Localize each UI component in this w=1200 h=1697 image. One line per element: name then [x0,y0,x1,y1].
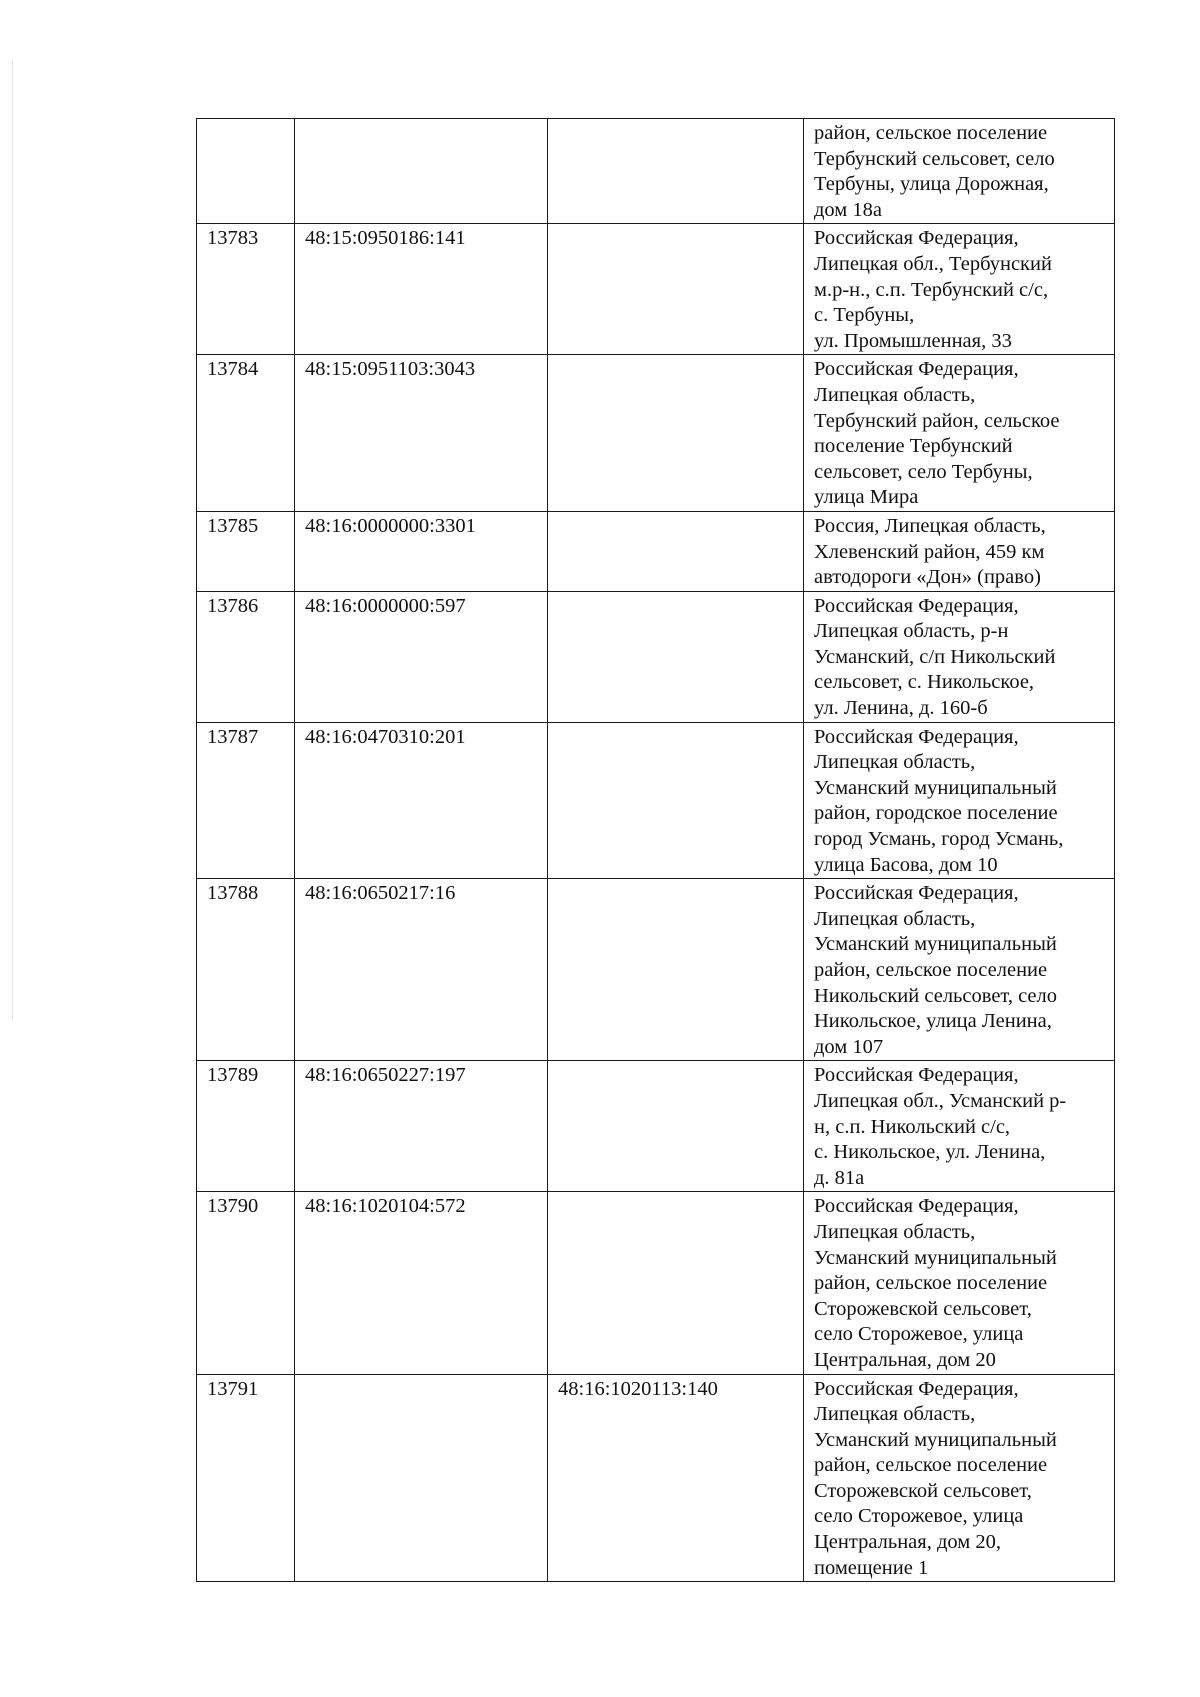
cadastral-number-cell: 48:15:0951103:3043 [295,355,548,512]
address-cell: Российская Федерация, Липецкая область, р-н Усманский, с/п Никольский сельсовет, с. Никольское, ул. Ленина, д. 160-б [804,591,1115,722]
row-number-cell: 13788 [197,879,295,1061]
premises-cadastral-number-cell [548,119,804,224]
cadastral-number-cell [295,119,548,224]
scan-edge-line [12,60,13,1020]
cadastral-number-cell: 48:16:0650217:16 [295,879,548,1061]
address-cell: Российская Федерация, Липецкая область, Усманский муниципальный район, сельское поселение Сторожевской сельсовет, село Сторожевое, улица Центральная, дом 20 [804,1192,1115,1374]
property-registry-table [196,118,1115,1582]
row-number-cell: 13786 [197,591,295,722]
table-row [197,1374,1115,1582]
address-cell: Российская Федерация, Липецкая обл., Тербунский м.р-н., с.п. Тербунский с/с, с. Тербуны, ул. Промышленная, 33 [804,224,1115,355]
table-row [197,511,1115,591]
address-cell: район, сельское поселение Тербунский сельсовет, село Тербуны, улица Дорожная, дом 18а [804,119,1115,224]
table-row [197,355,1115,512]
row-number-cell: 13785 [197,511,295,591]
row-number-cell: 13790 [197,1192,295,1374]
cadastral-number-cell [295,1374,548,1582]
premises-cadastral-number-cell [548,591,804,722]
table-row [197,1061,1115,1192]
table-row [197,591,1115,722]
address-cell: Российская Федерация, Липецкая область, Усманский муниципальный район, городское поселение город Усмань, город Усмань, улица Басова, дом 10 [804,722,1115,879]
row-number-cell: 13791 [197,1374,295,1582]
table-row [197,879,1115,1061]
premises-cadastral-number-cell [548,224,804,355]
row-number-cell [197,119,295,224]
cadastral-number-cell: 48:16:1020104:572 [295,1192,548,1374]
premises-cadastral-number-cell [548,511,804,591]
cadastral-number-cell: 48:16:0000000:597 [295,591,548,722]
address-cell: Российская Федерация, Липецкая обл., Усманский р- н, с.п. Никольский с/с, с. Никольское, ул. Ленина, д. 81а [804,1061,1115,1192]
cadastral-number-cell: 48:15:0950186:141 [295,224,548,355]
cadastral-number-cell: 48:16:0000000:3301 [295,511,548,591]
address-cell: Россия, Липецкая область, Хлевенский район, 459 км автодороги «Дон» (право) [804,511,1115,591]
table-row [197,119,1115,224]
cadastral-number-cell: 48:16:0470310:201 [295,722,548,879]
table-row [197,1192,1115,1374]
premises-cadastral-number-cell [548,355,804,512]
premises-cadastral-number-cell [548,1192,804,1374]
premises-cadastral-number-cell [548,879,804,1061]
row-number-cell: 13784 [197,355,295,512]
premises-cadastral-number-cell: 48:16:1020113:140 [548,1374,804,1582]
address-cell: Российская Федерация, Липецкая область, Тербунский район, сельское поселение Тербунский сельсовет, село Тербуны, улица Мира [804,355,1115,512]
row-number-cell: 13787 [197,722,295,879]
premises-cadastral-number-cell [548,1061,804,1192]
table-row [197,224,1115,355]
address-cell: Российская Федерация, Липецкая область, Усманский муниципальный район, сельское поселение Сторожевской сельсовет, село Сторожевое, улица Центральная, дом 20, помещение 1 [804,1374,1115,1582]
cadastral-number-cell: 48:16:0650227:197 [295,1061,548,1192]
address-cell: Российская Федерация, Липецкая область, Усманский муниципальный район, сельское поселение Никольский сельсовет, село Никольское, улица Ленина, дом 107 [804,879,1115,1061]
premises-cadastral-number-cell [548,722,804,879]
row-number-cell: 13783 [197,224,295,355]
row-number-cell: 13789 [197,1061,295,1192]
table-row [197,722,1115,879]
